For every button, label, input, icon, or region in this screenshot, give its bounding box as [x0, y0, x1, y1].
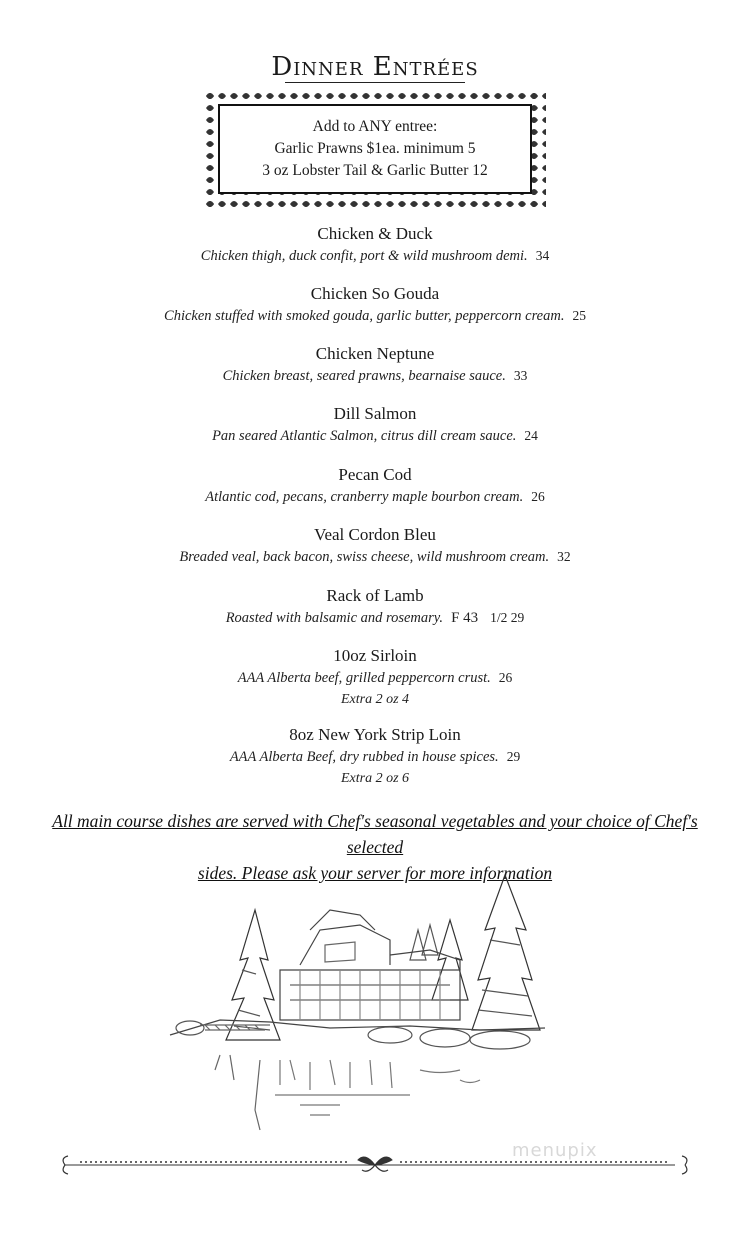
menu-item-chicken-neptune	[0, 343, 750, 387]
item-description: AAA Alberta Beef, dry rubbed in house spices. 29	[229, 749, 521, 765]
item-name: Veal Cordon Bleu	[314, 525, 436, 544]
menu-item-dill-salmon	[0, 403, 750, 447]
item-description: Chicken stuffed with smoked gouda, garlic butter, peppercorn cream. 25	[164, 308, 586, 324]
item-price: 26	[498, 670, 513, 685]
item-description: Chicken breast, seared prawns, bearnaise sauce. 33	[222, 368, 528, 384]
item-extra: Extra 2 oz 6	[340, 771, 410, 786]
page-title: Dinner Entrées	[271, 52, 479, 82]
item-name: 8oz New York Strip Loin	[289, 725, 461, 744]
item-name: Dill Salmon	[333, 404, 417, 423]
item-extra: Extra 2 oz 4	[340, 692, 410, 707]
watermark: menupix	[512, 1140, 598, 1161]
item-price: 33	[513, 368, 528, 383]
menu-item-pecan-cod	[0, 464, 750, 508]
item-price: 26	[531, 489, 545, 504]
title-underline	[285, 82, 465, 83]
addon-box	[204, 90, 546, 208]
item-description: Atlantic cod, pecans, cranberry maple bourbon cream. 26	[205, 489, 545, 505]
lodge-sketch-illustration	[160, 870, 550, 1140]
item-name: Chicken Neptune	[315, 344, 435, 363]
menu-item-chicken-duck	[0, 223, 750, 267]
addon-line-3: 3 oz Lobster Tail & Garlic Butter 12	[262, 162, 488, 179]
item-price: 34	[535, 248, 550, 263]
menu-item-sirloin	[0, 645, 750, 711]
item-description: Chicken thigh, duck confit, port & wild mushroom demi. 34	[200, 248, 550, 264]
item-name: Chicken & Duck	[317, 224, 433, 243]
item-name: 10oz Sirloin	[333, 646, 417, 665]
item-price-half: 1/2 29	[490, 610, 525, 625]
item-price-full: F 43	[451, 610, 479, 626]
menu-item-strip-loin	[0, 724, 750, 790]
addon-line-1: Add to ANY entree:	[312, 118, 438, 135]
ornamental-divider	[60, 1150, 690, 1180]
item-description: Roasted with balsamic and rosemary. F 43 1/2 29	[225, 610, 525, 626]
footnote-line-2: sides. Please ask your server for more information	[197, 863, 553, 883]
addon-line-2: Garlic Prawns $1ea. minimum 5	[274, 140, 476, 157]
item-name: Chicken So Gouda	[310, 284, 440, 303]
menu-item-rack-of-lamb	[0, 585, 750, 629]
item-name: Rack of Lamb	[326, 586, 424, 605]
item-description: Breaded veal, back bacon, swiss cheese, wild mushroom cream. 32	[179, 549, 571, 565]
item-price: 24	[524, 428, 538, 443]
addon-text-panel	[218, 104, 532, 194]
menu-item-chicken-so-gouda	[0, 283, 750, 327]
item-description: AAA Alberta beef, grilled peppercorn crust. 26	[237, 670, 513, 686]
footnote-line-1: All main course dishes are served with Chef's seasonal vegetables and your choice of Chef's selected	[52, 811, 698, 857]
item-price: 25	[572, 308, 586, 323]
item-price: 32	[557, 549, 571, 564]
item-name: Pecan Cod	[338, 465, 412, 484]
menu-item-veal-cordon-bleu	[0, 524, 750, 568]
item-description: Pan seared Atlantic Salmon, citrus dill cream sauce. 24	[212, 428, 538, 444]
item-price: 29	[506, 749, 521, 764]
